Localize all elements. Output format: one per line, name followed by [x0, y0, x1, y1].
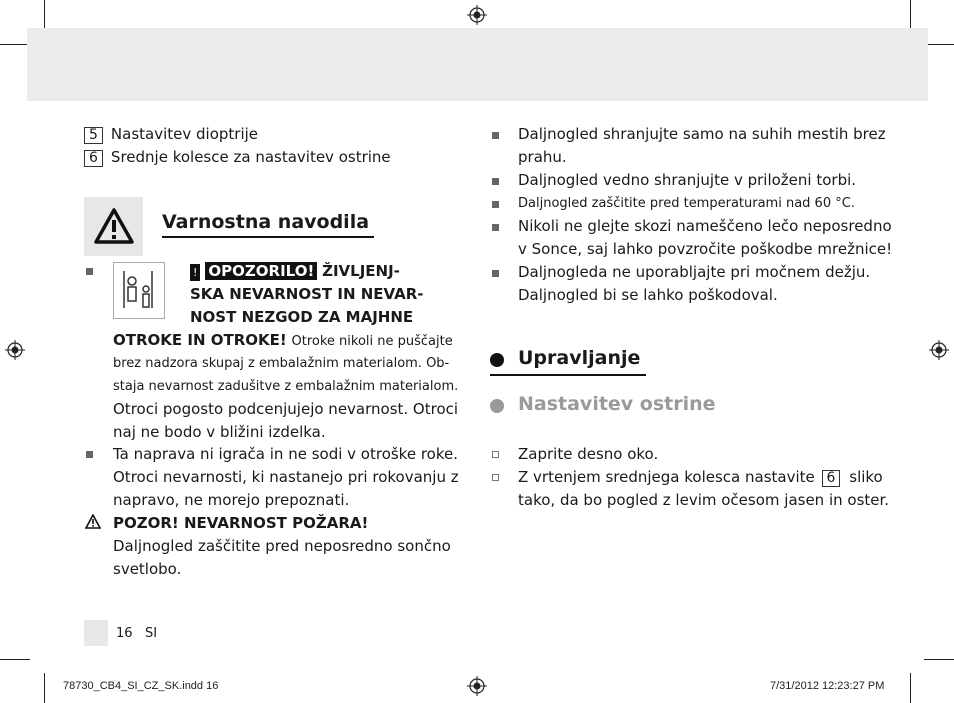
section-dot-icon: [490, 353, 504, 367]
fire-warning-triangle-icon: [85, 514, 101, 529]
subsection-title-focus: Nastavitev ostrine: [518, 393, 716, 415]
safety-warning-box: [84, 197, 143, 256]
step-checkbox-icon: [492, 451, 499, 458]
bullet-icon: [86, 268, 93, 275]
crop-mark: [924, 44, 954, 45]
bullet-icon: [86, 451, 93, 458]
legend-item: [84, 123, 258, 146]
step-text-part: Z vrtenjem srednjega kolesca nastavite: [518, 468, 815, 486]
rain-warning-line: Daljnogleda ne uporabljajte pri močnem dežju.: [518, 263, 871, 281]
footer-filename: 78730_CB4_SI_CZ_SK.indd 16: [63, 680, 219, 692]
step-text-part: sliko: [849, 468, 883, 486]
warning-heading-line: OTROKE IN OTROKE!: [113, 331, 287, 349]
page-language: SI: [144, 626, 158, 641]
crop-mark: [910, 673, 911, 703]
bullet-icon: [492, 270, 499, 277]
bullet-icon: [492, 132, 499, 139]
warning-body-line: brez nadzora skupaj z embalažnim materialom. Ob-: [113, 356, 450, 371]
footer-date: 7/31/2012 12:23:27 PM: [770, 680, 885, 692]
subsection-dot-icon: [490, 399, 504, 413]
page-number: [116, 626, 157, 641]
registration-mark-icon: [929, 340, 949, 360]
title-underline: [162, 236, 374, 238]
legend-item: [84, 146, 391, 169]
page-number-box: [84, 620, 108, 646]
rain-warning-line: Daljnogled bi se lahko poškodoval.: [518, 286, 778, 304]
fire-warning-heading: POZOR! NEVARNOST POŽARA!: [113, 514, 369, 532]
step-text: Zaprite desno oko.: [518, 445, 659, 463]
section-title-safety: Varnostna navodila: [162, 211, 370, 233]
legend-number: 5: [84, 127, 103, 144]
legend-text: Nastavitev dioptrije: [110, 125, 259, 143]
step-checkbox-icon: [492, 474, 499, 481]
warning-heading-line: NOST NEZGOD ZA MAJHNE: [190, 308, 414, 326]
sun-warning-line: v Sonce, saj lahko povzročite poškodbe mrežnice!: [518, 240, 893, 258]
toy-text-line: napravo, ne morejo prepoznati.: [113, 491, 350, 509]
toy-text-line: Ta naprava ni igrača in ne sodi v otroške roke.: [113, 445, 458, 463]
warning-body-line: [113, 329, 453, 353]
warning-body-line: naj ne bodo v bližini izdelka.: [113, 423, 326, 441]
crop-mark: [44, 673, 45, 703]
child-warning-icon: [114, 263, 164, 318]
legend-text: Srednje kolesce za nastavitev ostrine: [110, 148, 391, 166]
warning-heading-line: ŽIVLJENJ-: [322, 262, 400, 280]
warning-body-line: Otroci pogosto podcenjujejo nevarnost. Otroci: [113, 400, 459, 418]
legend-number: 6: [822, 470, 841, 487]
toy-text-line: Otroci nevarnosti, ki nastanejo pri rokovanju z: [113, 468, 459, 486]
crop-mark: [44, 0, 45, 30]
bullet-icon: [492, 224, 499, 231]
storage-text-line: prahu.: [518, 148, 567, 166]
warning-body-text: Otroke nikoli ne puščajte: [291, 334, 453, 349]
warning-triangle-icon: !: [190, 264, 200, 281]
crop-mark: [0, 659, 30, 660]
crop-mark: [0, 44, 30, 45]
storage-text-line: Daljnogled shranjujte samo na suhih mestih brez: [518, 125, 886, 143]
title-underline: [490, 374, 646, 376]
warning-body-line: staja nevarnost zadušitve z embalažnim materialom.: [113, 379, 459, 394]
step-text: [518, 466, 883, 489]
child-warning-pictogram: [113, 262, 165, 319]
warning-heading-line: SKA NEVARNOST IN NEVAR-: [190, 285, 424, 303]
header-band: [27, 28, 928, 101]
storage-text-line: Daljnogled zaščitite pred temperaturami nad 60 °C.: [518, 196, 855, 211]
fire-warning-line: Daljnogled zaščitite pred neposredno sončno: [113, 537, 451, 555]
warning-label: OPOZORILO!: [205, 262, 317, 280]
page-number-value: 16: [116, 626, 133, 641]
crop-mark: [910, 0, 911, 30]
warning-heading: [190, 260, 400, 283]
legend-number: 6: [84, 150, 103, 167]
storage-text-line: Daljnogled vedno shranjujte v priloženi torbi.: [518, 171, 857, 189]
bullet-icon: [492, 201, 499, 208]
warning-triangle-icon: [94, 207, 134, 245]
section-title-operation: Upravljanje: [518, 347, 641, 369]
bullet-icon: [492, 178, 499, 185]
registration-mark-icon: [467, 5, 487, 25]
crop-mark: [924, 659, 954, 660]
sun-warning-line: Nikoli ne glejte skozi nameščeno lečo neposredno: [518, 217, 892, 235]
step-text: tako, da bo pogled z levim očesom jasen in oster.: [518, 491, 890, 509]
fire-warning-line: svetlobo.: [113, 560, 182, 578]
registration-mark-icon: [5, 340, 25, 360]
registration-mark-icon: [467, 676, 487, 696]
